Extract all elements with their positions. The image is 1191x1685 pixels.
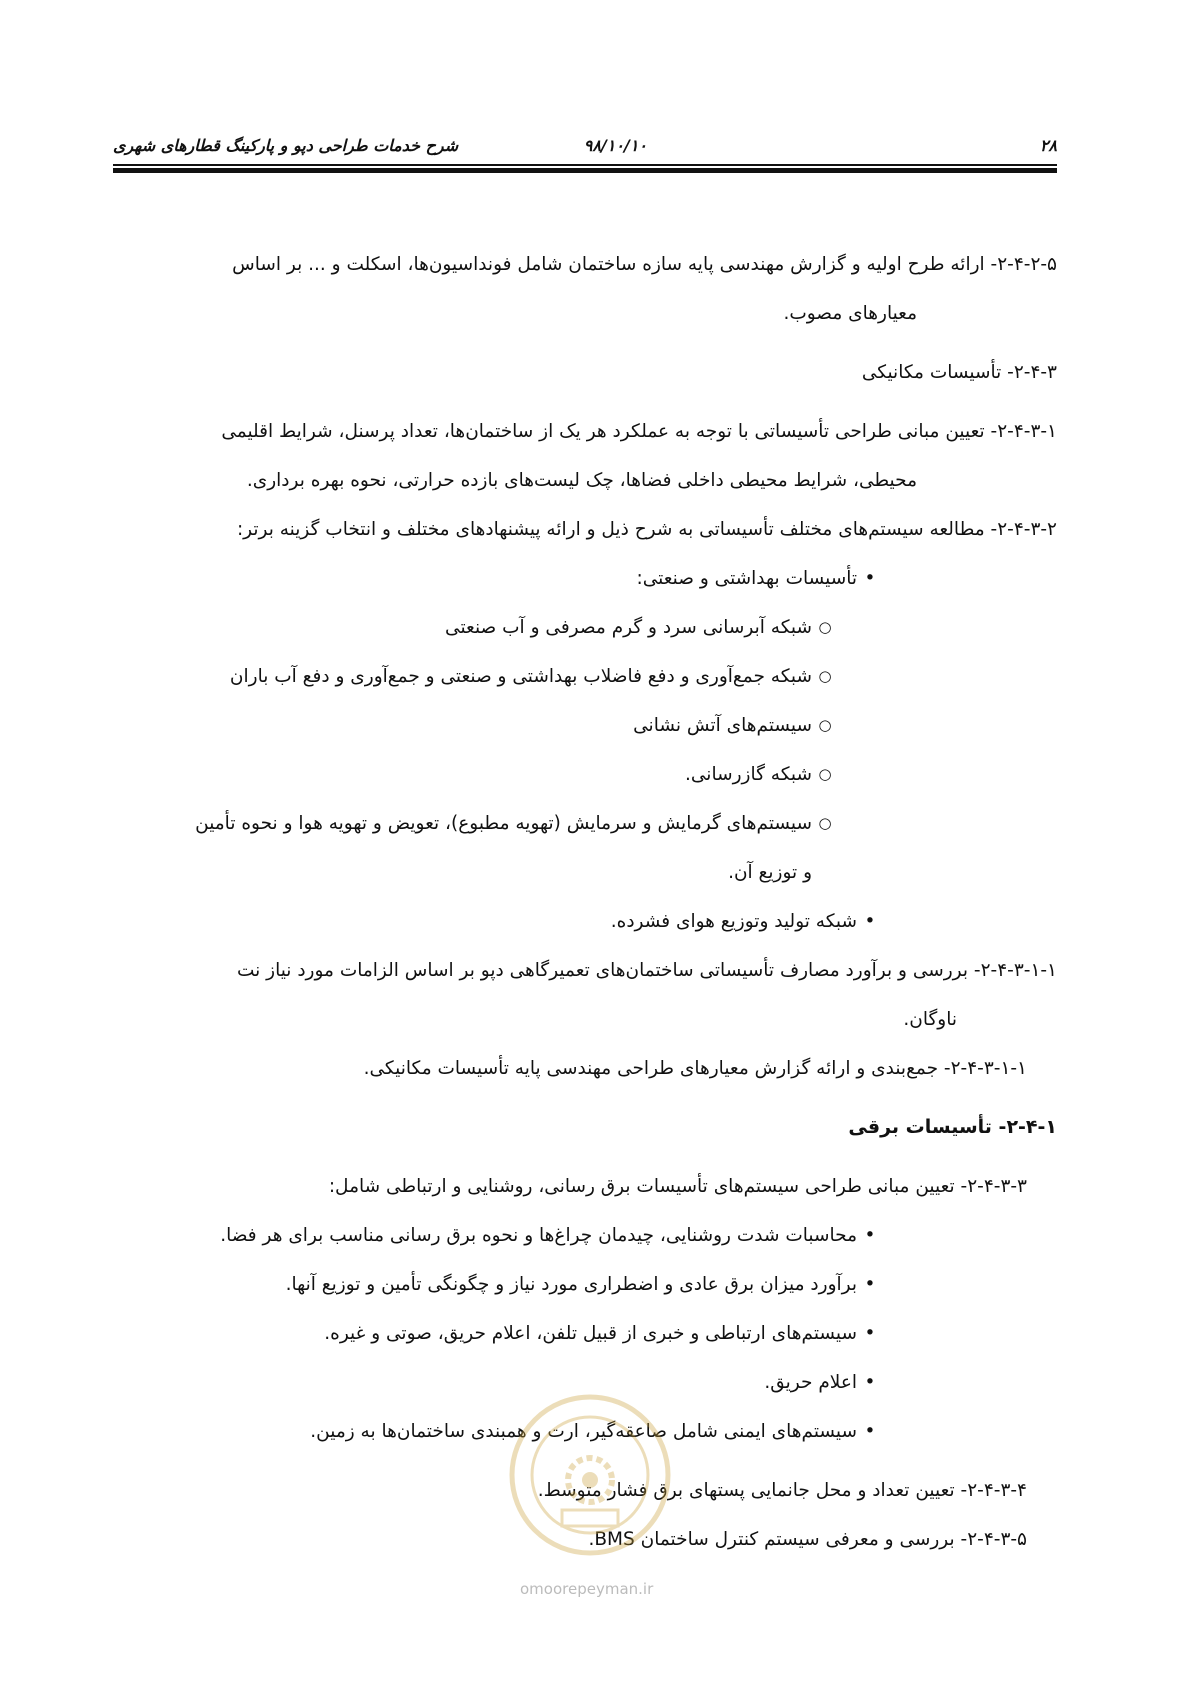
list-item-text: سیستم‌های گرمایش و سرمایش (تهویه مطبوع)، تعویض و تهویه هوا و نحوه تأمین: [195, 813, 812, 834]
paragraph-line: معیارهای مصوب.: [783, 303, 917, 324]
header-title: شرح خدمات طراحی دپو و پارکینگ قطارهای شهری: [113, 136, 459, 155]
list-item-text: شبکه تولید وتوزیع هوای فشرده.: [610, 911, 857, 932]
sub-list-item: [113, 799, 1057, 848]
list-item-text: برآورد میزان برق عادی و اضطراری مورد نیاز و چگونگی تأمین و توزیع آنها.: [285, 1274, 857, 1295]
paragraph-2-4-3-1: [113, 407, 1057, 456]
sub-list-item: [113, 603, 1057, 652]
heading-text: ۲-۴-۱- تأسیسات برقی: [848, 1116, 1057, 1138]
list-item: [113, 897, 1057, 946]
list-item-text: و توزیع آن.: [728, 862, 812, 883]
paragraph-2-4-3-1-1-cont: [113, 995, 1057, 1044]
sub-list-item: [113, 750, 1057, 799]
section-heading-electrical: [113, 1103, 1057, 1152]
circle-mark: ○: [818, 618, 832, 636]
paragraph-line: ناوگان.: [903, 1009, 957, 1030]
list-item: [113, 1260, 1057, 1309]
document-body: [113, 240, 1057, 1564]
page-number: ۲۸: [1039, 136, 1057, 155]
paragraph-2-4-3-1-cont: [113, 456, 1057, 505]
watermark-text: omoorepeyman.ir: [520, 1580, 654, 1598]
header-rule-thick: [113, 168, 1057, 173]
paragraph-2-4-3-1-1-b: [113, 1044, 1057, 1093]
sub-list-item-cont: [113, 848, 1057, 897]
list-item-text: شبکه آبرسانی سرد و گرم مصرفی و آب صنعتی: [445, 617, 812, 638]
header-date: ۹۸/۱۰/۱۰: [583, 136, 647, 155]
section-heading-mechanical: [113, 348, 1057, 397]
paragraph-2-4-2-5: [113, 240, 1057, 289]
paragraph-2-4-3-2: [113, 505, 1057, 554]
paragraph-line: ۲-۴-۳-۱-۱- بررسی و برآورد مصارف تأسیساتی ساختمان‌های تعمیرگاهی دپو بر اساس الزامات مورد نیاز نت: [236, 960, 1057, 981]
paragraph-line: ۲-۴-۲-۵- ارائه طرح اولیه و گزارش مهندسی پایه سازه ساختمان شامل فونداسیون‌ها، اسکلت و ... بر اساس: [232, 254, 1057, 275]
circle-mark: ○: [818, 716, 832, 734]
list-item-text: شبکه جمع‌آوری و دفع فاضلاب بهداشتی و صنعتی و جمع‌آوری و دفع آب باران: [229, 666, 812, 687]
list-item: [113, 1211, 1057, 1260]
bullet-mark: •: [864, 1274, 876, 1295]
sub-list-item: [113, 701, 1057, 750]
bullet-mark: •: [864, 568, 876, 589]
list-item-text: اعلام حریق.: [764, 1372, 857, 1393]
sub-list-item: [113, 652, 1057, 701]
paragraph-line: محیطی، شرایط محیطی داخلی فضاها، چک لیست‌های بازده حرارتی، نحوه بهره برداری.: [246, 470, 917, 491]
circle-mark: ○: [818, 667, 832, 685]
paragraph-line: ۲-۴-۳-۴- تعیین تعداد و محل جانمایی پستهای برق فشار متوسط.: [537, 1480, 1027, 1501]
list-item: [113, 554, 1057, 603]
list-item-text: تأسیسات بهداشتی و صنعتی:: [636, 568, 857, 589]
bullet-mark: •: [864, 1372, 876, 1393]
paragraph-line: ۲-۴-۳-۵- بررسی و معرفی سیستم کنترل ساختمان BMS.: [588, 1529, 1027, 1550]
heading-text: ۲-۴-۳- تأسیسات مکانیکی: [861, 362, 1057, 383]
header-rule-thin: [113, 164, 1057, 166]
paragraph-line: ۲-۴-۳-۲- مطالعه سیستم‌های مختلف تأسیساتی به شرح ذیل و ارائه پیشنهادهای مختلف و انتخاب گزینه برتر:: [236, 519, 1057, 540]
list-item-text: سیستم‌های آتش نشانی: [633, 715, 812, 736]
page-header: [113, 130, 1057, 170]
paragraph-line: ۲-۴-۳-۳- تعیین مبانی طراحی سیستم‌های تأسیسات برق رسانی، روشنایی و ارتباطی شامل:: [328, 1176, 1027, 1197]
circle-mark: ○: [818, 765, 832, 783]
list-item: [113, 1309, 1057, 1358]
paragraph-2-4-3-1-1: [113, 946, 1057, 995]
bullet-mark: •: [864, 1421, 876, 1442]
circle-mark: ○: [818, 814, 832, 832]
bullet-mark: •: [864, 911, 876, 932]
bullet-mark: •: [864, 1323, 876, 1344]
list-item-text: سیستم‌های ایمنی شامل صاعقه‌گیر، ارت و همبندی ساختمان‌ها به زمین.: [310, 1421, 857, 1442]
paragraph-2-4-2-5-cont: [113, 289, 1057, 338]
watermark-seal-icon: [500, 1385, 680, 1565]
list-item-text: شبکه گازرسانی.: [685, 764, 812, 785]
paragraph-line: ۲-۴-۳-۱-۱- جمع‌بندی و ارائه گزارش معیارهای طراحی مهندسی پایه تأسیسات مکانیکی.: [363, 1058, 1027, 1079]
list-item-text: محاسبات شدت روشنایی، چیدمان چراغ‌ها و نحوه برق رسانی مناسب برای هر فضا.: [220, 1225, 857, 1246]
list-item-text: سیستم‌های ارتباطی و خبری از قبیل تلفن، اعلام حریق، صوتی و غیره.: [324, 1323, 857, 1344]
bullet-mark: •: [864, 1225, 876, 1246]
paragraph-line: ۲-۴-۳-۱- تعیین مبانی طراحی تأسیساتی با توجه به عملکرد هر یک از ساختمان‌ها، تعداد پرسنل، شرایط اقلیمی: [221, 421, 1057, 442]
paragraph-2-4-3-3: [113, 1162, 1057, 1211]
